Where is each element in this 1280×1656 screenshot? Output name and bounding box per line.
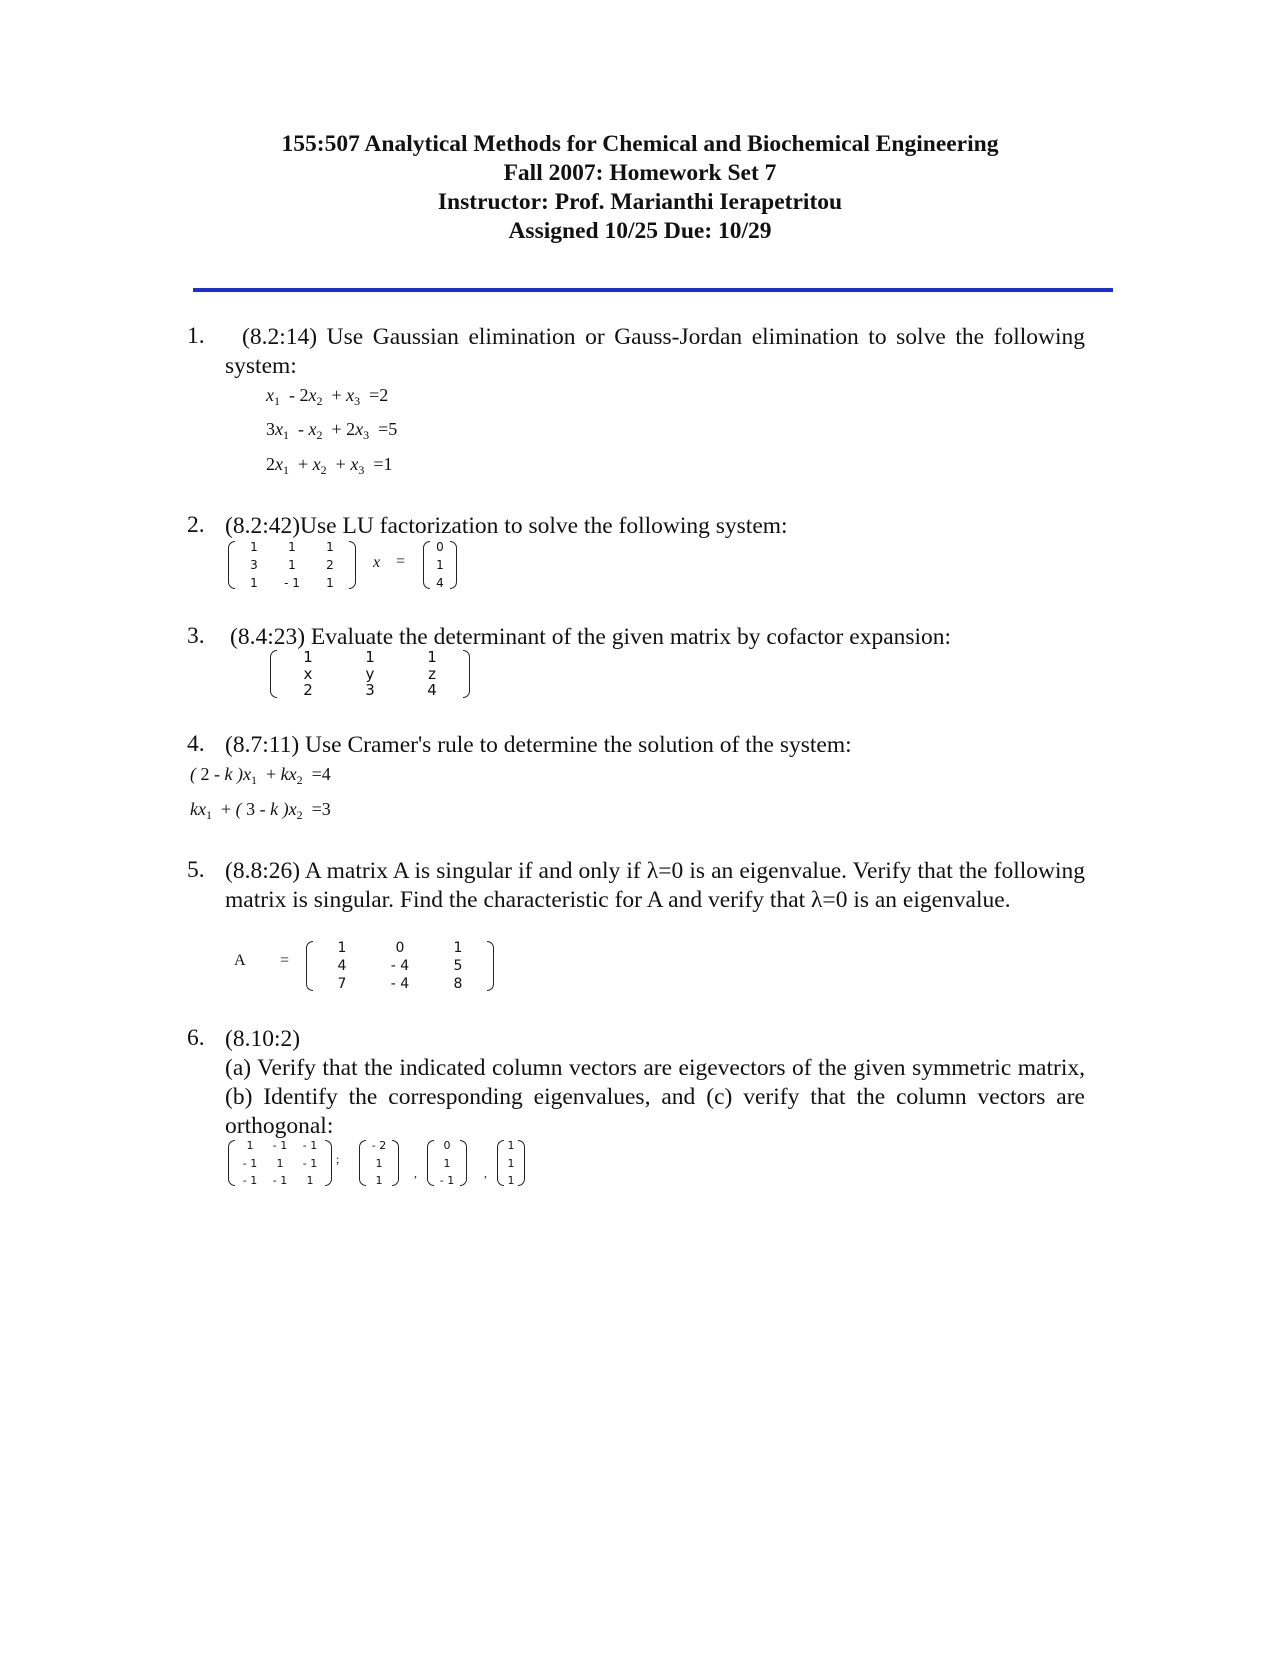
matrix-cell: 2 — [303, 681, 313, 699]
matrix-cell: 1 — [288, 558, 296, 572]
matrix-cell: 4 — [436, 576, 444, 590]
problem-6-separator-2: , — [414, 1166, 417, 1180]
matrix-cell: 0 — [395, 940, 405, 956]
left-bracket — [228, 1140, 235, 1186]
problem-3-text: (8.4:23) Evaluate the determinant of the given matrix by cofactor expansion: — [230, 624, 952, 650]
left-bracket — [306, 941, 313, 991]
problem-5-text: (8.8:26) A matrix A is singular if and only if λ=0 is an eigenvalue. Verify that the following matrix is singular. Find the characteristic for A and verify that λ=0 is an eigenvalue. — [225, 858, 1085, 913]
matrix-cell: 4 — [427, 681, 437, 699]
problem-6-separator-1: ; — [336, 1152, 340, 1166]
problem-4-eq-1: ( 2 - k )$x_1 + kx_2 =4$ — [190, 764, 331, 787]
instructor-line: Instructor: Prof. Marianthi Ierapetritou — [437, 189, 843, 215]
problem-6-number: 6. — [187, 1025, 205, 1051]
problem-6-code: (8.10:2) — [225, 1026, 301, 1052]
course-title: 155:507 Analytical Methods for Chemical and Biochemical Engineering — [281, 131, 999, 157]
problem-6-text: (a) Verify that the indicated column vectors are eigevectors of the given symmetric matrix, (b) Identify the corresponding eigenvalues, and (c) verify that the column vectors are orthogonal: — [225, 1055, 1085, 1139]
matrix-cell: 1 — [507, 1139, 515, 1152]
problem-1-eq-1: $x_1 - 2x_2 + x_3 =2$ — [266, 385, 389, 408]
right-bracket — [349, 541, 356, 589]
problem-5-matrix-label: A — [234, 952, 246, 969]
matrix-cell: 1 — [436, 558, 444, 572]
matrix-cell: 1 — [250, 576, 258, 590]
left-bracket — [427, 1140, 434, 1186]
problem-3-number: 3. — [187, 623, 205, 649]
problem-3-matrix — [270, 650, 470, 698]
matrix-cell: - 2 — [371, 1139, 387, 1152]
matrix-cell: z — [428, 664, 436, 683]
problem-5-matrix — [306, 941, 494, 991]
matrix-cell: x — [303, 664, 313, 683]
matrix-cell: 0 — [443, 1139, 451, 1152]
matrix-cell: - 1 — [242, 1174, 258, 1187]
problem-4-eq-2: $kx_1$ + ( 3 - k )$x_2 =3$ — [190, 799, 331, 822]
document-header — [0, 130, 1280, 246]
matrix-cell: 1 — [337, 940, 347, 956]
matrix-cell: 5 — [453, 958, 463, 974]
left-bracket — [228, 541, 235, 589]
right-bracket — [325, 1140, 332, 1186]
problem-2-number: 2. — [187, 512, 205, 538]
matrix-cell: 1 — [303, 648, 313, 666]
matrix-cell: - 1 — [272, 1139, 288, 1152]
right-bracket — [463, 650, 470, 698]
left-bracket — [423, 541, 430, 589]
problem-4-number: 4. — [187, 731, 205, 757]
matrix-cell: 1 — [276, 1156, 284, 1170]
matrix-cell: 3 — [365, 681, 375, 699]
matrix-cell: 1 — [375, 1156, 383, 1170]
problem-2-text: (8.2:42)Use LU factorization to solve the following system: — [225, 513, 788, 539]
matrix-cell: 1 — [326, 576, 334, 590]
problem-6-vector-3 — [497, 1140, 525, 1186]
problem-2-equals: = — [396, 553, 406, 570]
problem-2-rhs-vector — [423, 541, 457, 589]
matrix-cell: 1 — [288, 540, 296, 554]
matrix-cell: - 1 — [272, 1174, 288, 1187]
matrix-cell: - 4 — [390, 976, 410, 992]
matrix-cell: - 1 — [302, 1139, 318, 1152]
right-bracket — [450, 541, 457, 589]
matrix-cell: 1 — [427, 648, 437, 666]
problem-1-text: (8.2:14) Use Gaussian elimination or Gauss-Jordan elimination to solve the following system: — [225, 324, 1085, 379]
matrix-cell: 1 — [375, 1174, 383, 1187]
problem-6-matrix — [228, 1140, 332, 1186]
right-bracket — [487, 941, 494, 991]
matrix-cell: - 1 — [439, 1174, 455, 1187]
left-bracket — [359, 1140, 366, 1186]
matrix-cell: 1 — [443, 1156, 451, 1170]
matrix-cell: y — [365, 664, 375, 683]
right-bracket — [518, 1140, 525, 1186]
matrix-cell: 2 — [326, 558, 334, 572]
problem-2-variable-x: x — [373, 554, 381, 571]
matrix-cell: - 1 — [302, 1156, 318, 1170]
problem-1-eq-2: $3x_1 - x_2 + 2x_3 =5$ — [266, 419, 398, 442]
problem-1-eq-3: $2x_1 + x_2 + x_3 =1$ — [266, 454, 393, 477]
assigned-due-line: Assigned 10/25 Due: 10/29 — [508, 218, 772, 244]
matrix-cell: 1 — [453, 940, 463, 956]
matrix-cell: 0 — [436, 540, 444, 554]
right-bracket — [392, 1140, 399, 1186]
right-bracket — [460, 1140, 467, 1186]
problem-5-equals: = — [280, 952, 290, 969]
matrix-cell: 1 — [306, 1174, 314, 1187]
matrix-cell: 1 — [326, 540, 334, 554]
problem-6-separator-3: , — [484, 1166, 487, 1180]
matrix-cell: 1 — [250, 540, 258, 554]
left-bracket — [497, 1140, 504, 1186]
matrix-cell: 1 — [507, 1174, 515, 1187]
matrix-cell: - 1 — [242, 1156, 258, 1170]
matrix-cell: - 4 — [390, 958, 410, 974]
header-divider — [193, 288, 1113, 292]
homework-title: Fall 2007: Homework Set 7 — [503, 160, 777, 186]
matrix-cell: 1 — [507, 1156, 515, 1170]
problem-5-number: 5. — [187, 857, 205, 883]
matrix-cell: 7 — [337, 976, 347, 992]
problem-2-coefficient-matrix — [228, 541, 356, 589]
matrix-cell: - 1 — [284, 576, 300, 590]
matrix-cell: 1 — [365, 648, 375, 666]
left-bracket — [270, 650, 277, 698]
matrix-cell: 8 — [453, 976, 463, 992]
problem-6-vector-2 — [427, 1140, 467, 1186]
matrix-cell: 1 — [246, 1139, 254, 1152]
matrix-cell: 4 — [337, 958, 347, 974]
problem-1-number: 1. — [187, 323, 205, 349]
matrix-cell: 3 — [250, 558, 258, 572]
problem-6-vector-1 — [359, 1140, 399, 1186]
problem-4-text: (8.7:11) Use Cramer's rule to determine the solution of the system: — [225, 732, 852, 758]
